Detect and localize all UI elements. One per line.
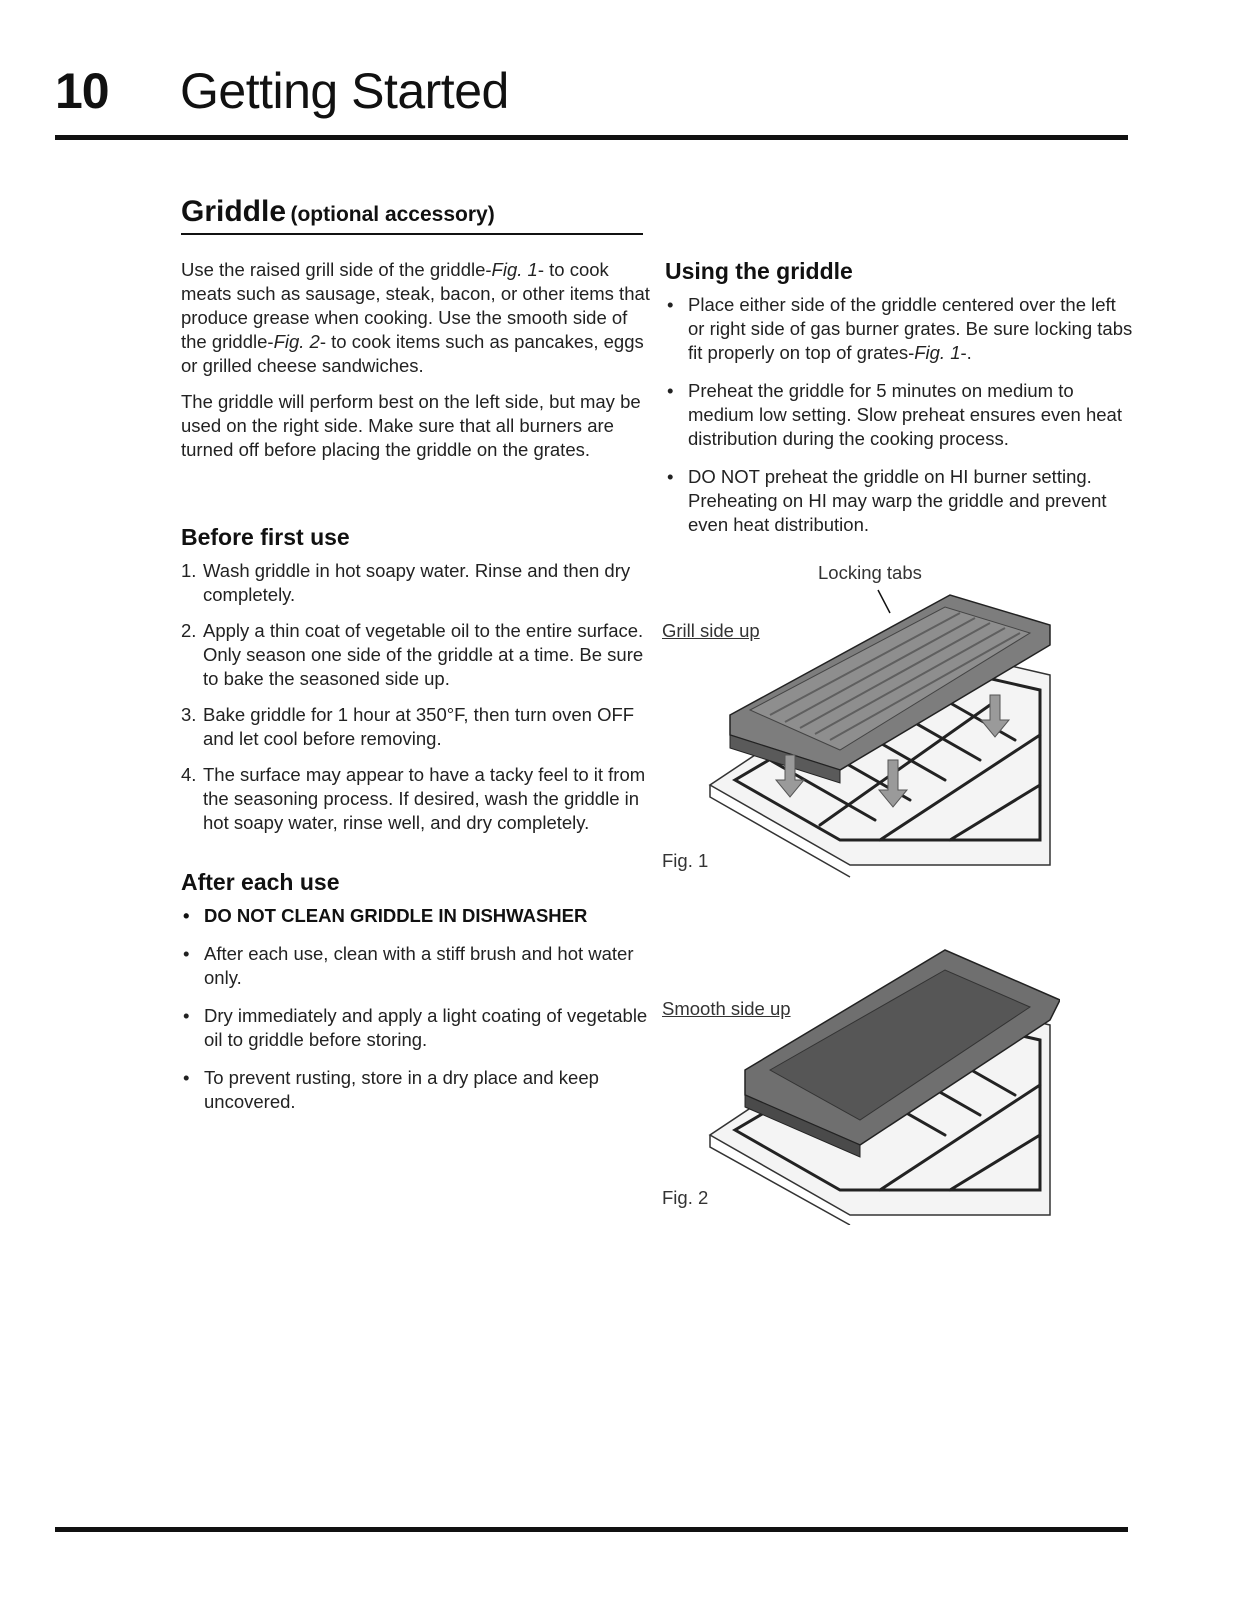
step-item: 4. The surface may appear to have a tacky feel to it from the seasoning process. If desired, wash the griddle in hot soapy water, rinse well, and dry completely. xyxy=(181,764,646,833)
page-title: Getting Started xyxy=(180,63,509,119)
footer-rule xyxy=(55,1527,1128,1532)
grill-side-up-label: Grill side up xyxy=(662,620,760,641)
list-item: • After each use, clean with a stiff brush and hot water only. xyxy=(183,943,634,988)
list-item: • DO NOT CLEAN GRIDDLE IN DISHWASHER xyxy=(183,905,588,926)
using-griddle-heading: Using the griddle xyxy=(665,258,853,284)
locking-tabs-callout: Locking tabs xyxy=(818,562,922,583)
section-title xyxy=(181,195,643,235)
step-item: 3. Bake griddle for 1 hour at 350°F, then turn oven OFF and let cool before removing. xyxy=(181,704,635,749)
section-title-main: Griddle xyxy=(181,195,287,228)
page-header xyxy=(55,62,1130,122)
left-column xyxy=(181,258,651,1128)
section-title-subtitle: (optional accessory) xyxy=(290,203,495,226)
intro-paragraph-2: The griddle will perform best on the left side, but may be used on the right side. Make sure that all burners are turned off before placing the griddle on the grates. xyxy=(181,391,641,460)
using-griddle-list xyxy=(665,293,1135,537)
intro-paragraph-1: Use the raised grill side of the griddle-Fig. 1- to cook meats such as sausage, steak, bacon, or other items that produce grease when cooking. Use the smooth side of the griddle-Fig. 2- to cook items such as pancakes, eggs or grilled cheese sandwiches. xyxy=(181,259,650,376)
after-each-use-list xyxy=(181,904,651,1114)
fig2-caption: Fig. 2 xyxy=(662,1187,709,1208)
list-item: • Preheat the griddle for 5 minutes on medium to medium low setting. Slow preheat ensures even heat distribution during the cooking process. xyxy=(667,380,1122,449)
smooth-side-up-label: Smooth side up xyxy=(662,998,791,1019)
list-item: • Place either side of the griddle centered over the left or right side of gas burner grates. Be sure locking tabs fit properly on top of grates-Fig. 1-. xyxy=(667,294,1133,363)
list-item: • Dry immediately and apply a light coating of vegetable oil to griddle before storing. xyxy=(183,1005,648,1050)
fig1-caption: Fig. 1 xyxy=(662,850,709,871)
step-item: 2. Apply a thin coat of vegetable oil to the entire surface. Only season one side of the griddle at a time. Be sure to bake the seasoned side up. xyxy=(181,620,644,689)
after-each-use-heading: After each use xyxy=(181,869,340,895)
griddle-smooth-side-illustration xyxy=(690,945,1060,1225)
before-first-use-steps xyxy=(181,559,651,835)
griddle-grill-side-illustration xyxy=(690,585,1060,885)
list-item: • DO NOT preheat the griddle on HI burner setting. Preheating on HI may warp the griddle and prevent even heat distribution. xyxy=(667,466,1107,535)
list-item: • To prevent rusting, store in a dry place and keep uncovered. xyxy=(183,1067,599,1112)
right-column xyxy=(665,258,1135,551)
header-rule xyxy=(55,135,1128,140)
page-number: 10 xyxy=(55,63,109,119)
before-first-use-heading: Before first use xyxy=(181,524,350,550)
step-item: 1. Wash griddle in hot soapy water. Rinse and then dry completely. xyxy=(181,560,631,605)
